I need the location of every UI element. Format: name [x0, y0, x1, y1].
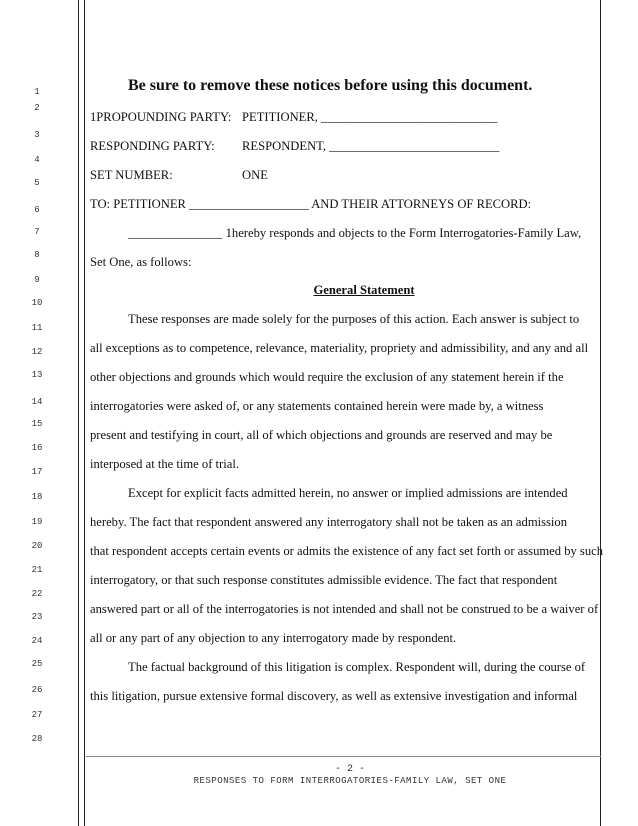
- line-number: 25: [31, 659, 43, 669]
- addressee-line: TO: PETITIONER ___________________ AND THEIR ATTORNEYS OF RECORD:: [90, 197, 532, 211]
- line-number: 12: [31, 347, 43, 357]
- line-number: 15: [31, 419, 43, 429]
- line-number: 22: [31, 589, 43, 599]
- line-number: 3: [34, 130, 40, 140]
- removal-notice: Be sure to remove these notices before using this document.: [128, 77, 533, 94]
- line-number: 11: [31, 323, 43, 333]
- set-number-value: ONE: [242, 168, 268, 182]
- line-number: 2: [34, 103, 40, 113]
- line-number: 8: [34, 250, 40, 260]
- line-number: 17: [31, 467, 43, 477]
- line-number: 19: [31, 517, 43, 527]
- line-number: 13: [31, 370, 43, 380]
- body-line: Except for explicit facts admitted herein, no answer or implied admissions are intended: [128, 486, 568, 500]
- line-number: 9: [34, 275, 40, 285]
- body-line: The factual background of this litigation is complex. Respondent will, during the course of: [128, 660, 586, 674]
- body-line: These responses are made solely for the purposes of this action. Each answer is subject to: [128, 312, 580, 326]
- responding-party-label: RESPONDING PARTY:: [90, 139, 215, 153]
- line-number: 24: [31, 636, 43, 646]
- footer-rule: [86, 756, 601, 757]
- page-number: - 2 -: [334, 764, 365, 775]
- responding-party-value: RESPONDENT, ___________________________: [242, 139, 500, 153]
- body-line: present and testifying in court, all of which objections and grounds are reserved and may be: [90, 428, 553, 442]
- line-number: 10: [31, 298, 43, 308]
- body-line: all or any part of any objection to any interrogatory made by respondent.: [90, 631, 457, 645]
- body-line: hereby. The fact that respondent answered any interrogatory shall not be taken as an admission: [90, 515, 568, 529]
- propounding-party-label: 1PROPOUNDING PARTY:: [90, 110, 232, 124]
- line-number: 1: [34, 87, 40, 97]
- line-number: 23: [31, 612, 43, 622]
- line-number: 26: [31, 685, 43, 695]
- left-margin-rule-inner: [84, 0, 85, 826]
- line-number: 20: [31, 541, 43, 551]
- line-number: 21: [31, 565, 43, 575]
- line-number: 6: [34, 205, 40, 215]
- left-margin-rule-outer: [78, 0, 79, 826]
- footer-title: RESPONSES TO FORM INTERROGATORIES-FAMILY LAW, SET ONE: [193, 776, 507, 786]
- line-number: 28: [31, 734, 43, 744]
- body-line: all exceptions as to competence, relevance, materiality, propriety and admissibility, and any and all: [90, 341, 589, 355]
- line-number: 16: [31, 443, 43, 453]
- line-number: 18: [31, 492, 43, 502]
- line-number: 4: [34, 155, 40, 165]
- body-line: interposed at the time of trial.: [90, 457, 239, 471]
- line-number: 14: [31, 397, 43, 407]
- line-number: 27: [31, 710, 43, 720]
- line-number: 7: [34, 227, 40, 237]
- body-line: this litigation, pursue extensive formal discovery, as well as extensive investigation and informal: [90, 689, 578, 703]
- body-line: other objections and grounds which would require the exclusion of any statement herein if the: [90, 370, 564, 384]
- line-number: 5: [34, 178, 40, 188]
- body-line: interrogatory, or that such response constitutes admissible evidence. The fact that respondent: [90, 573, 558, 587]
- general-statement-heading: General Statement: [313, 283, 415, 297]
- body-line: interrogatories were asked of, or any statements contained herein were made by, a witness: [90, 399, 544, 413]
- intro-line-2: Set One, as follows:: [90, 255, 192, 269]
- intro-line-1: _______________ 1hereby responds and objects to the Form Interrogatories-Family Law,: [128, 226, 582, 240]
- right-margin-rule: [600, 0, 601, 826]
- set-number-label: SET NUMBER:: [90, 168, 173, 182]
- propounding-party-value: PETITIONER, ____________________________: [242, 110, 498, 124]
- body-line: answered part or all of the interrogatories is not intended and shall not be construed to be a waiver of: [90, 602, 599, 616]
- body-line: that respondent accepts certain events or admits the existence of any fact set forth or assumed by such: [90, 544, 604, 558]
